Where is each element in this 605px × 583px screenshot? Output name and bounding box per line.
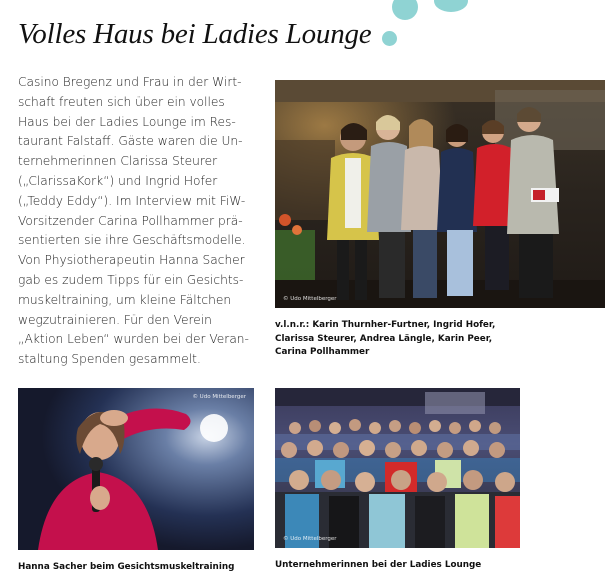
article-body: [18, 73, 260, 370]
body-line: gab es zudem Tipps für ein Gesichts-: [18, 272, 244, 287]
caption-line: v.l.n.r.: Karin Thurnher-Furtner, Ingrid Hofer,: [275, 320, 496, 330]
audience-photo-caption: Unternehmerinnen bei der Ladies Lounge: [275, 560, 482, 570]
body-line: („ClarissaKork“) und Ingrid Hofer: [18, 173, 218, 188]
body-line: Haus bei der Ladies Lounge im Res-: [18, 114, 236, 129]
photo-credit: © Udo Mittelberger: [283, 536, 337, 542]
group-photo-image: [275, 80, 605, 308]
body-line: staltung Spenden gesammelt.: [18, 352, 201, 367]
photo-credit: © Udo Mittelberger: [283, 296, 337, 302]
group-photo: [275, 80, 605, 308]
body-line: sentierten sie ihre Geschäftsmodelle.: [18, 233, 246, 248]
decorative-dot: [434, 0, 468, 12]
speaker-photo: [18, 388, 254, 550]
body-line: „Aktion Leben“ wurden bei der Veran-: [18, 332, 249, 347]
photo-credit: © Udo Mittelberger: [192, 394, 246, 400]
body-line: schaft freuten sich über ein volles: [18, 94, 225, 109]
caption-line: Carina Pollhammer: [275, 347, 370, 357]
body-line: muskeltraining, um kleine Fältchen: [18, 292, 232, 307]
body-line: Von Physiotherapeutin Hanna Sacher: [18, 253, 245, 268]
group-photo-caption: [275, 319, 495, 360]
article-title: Volles Haus bei Ladies Lounge: [18, 18, 372, 50]
body-line: Vorsitzender Carina Pollhammer prä-: [18, 213, 243, 228]
body-line: ternehmerinnen Clarissa Steurer: [18, 154, 218, 169]
body-line: taurant Falstaff. Gäste waren die Un-: [18, 134, 243, 149]
body-line: wegzutrainieren. Für den Verein: [18, 312, 212, 327]
decorative-dot: [392, 0, 418, 20]
caption-line: Clarissa Steurer, Andrea Längle, Karin Peer,: [275, 333, 493, 344]
speaker-photo-caption: Hanna Sacher beim Gesichtsmuskeltraining: [18, 562, 235, 572]
body-line: („Teddy Eddy“). Im Interview mit FiW-: [18, 193, 246, 208]
body-line: Casino Bregenz und Frau in der Wirt-: [18, 75, 242, 89]
decorative-dot: [382, 31, 397, 46]
audience-photo: [275, 388, 520, 548]
audience-photo-image: [275, 388, 520, 548]
speaker-photo-image: [18, 388, 254, 550]
